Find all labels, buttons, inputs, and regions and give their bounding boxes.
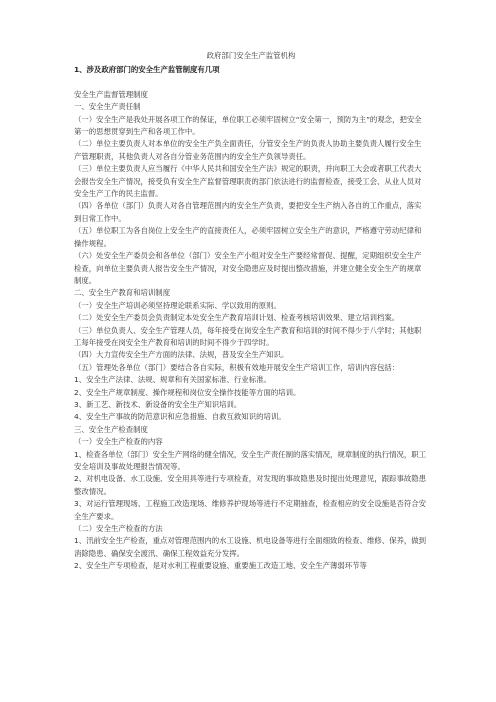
paragraph: （一）安全生产培训必须坚持理论联系实际、学以致用的原则。 [74,300,281,310]
paragraph: 2、安全生产规章制度、操作规程和岗位安全操作技能等方面的培训。 [74,387,301,397]
paragraph: 安全生产监督管理制度 [74,89,148,99]
document-body [74,89,428,573]
paragraph: 1、汛前安全生产检查，重点对管理范围内的水工设施、机电设备等进行全面细致的检查、维修、保养，做到消除隐患、确保安全渡汛、确保工程效益充分发挥。 [74,536,427,558]
paragraph: 4、安全生产事故的防范意识和应急措施、自救互救知识的培训。 [74,412,286,422]
paragraph: 二、安全生产教育和培训制度 [74,288,171,298]
paragraph: 三、安全生产检查制度 [74,424,148,434]
paragraph: （五）管理处各单位（部门）要结合各自实际，积极有效地开展安全生产培训工作，培训内容包括： [74,362,400,372]
paragraph: （四）大力宣传安全生产方面的法律、法规，普及安全生产知识。 [74,350,289,360]
paragraph: 3、对运行管理现场、工程施工改造现场、维修养护现场等进行不定期抽查，检查相应的安全设施是否符合安全生产要求。 [74,499,427,521]
paragraph: （一）安全生产检查的内容 [74,437,163,447]
paragraph: （四）各单位（部门）负责人对各自管理范围内的安全生产负责，要把安全生产纳入各自的工作重点，落实到日常工作中。 [74,201,422,223]
paragraph: （一）安全生产是我处开展各项工作的保证，单位职工必须牢固树立“安全第一，预防为主”的观念，把安全第一的思想贯穿到生产和各项工作中。 [74,114,422,137]
paragraph: （五）单位职工为各自岗位上安全生产的直接责任人，必须牢固树立安全生产的意识，严格遵守劳动纪律和操作规程。 [74,226,422,248]
paragraph: 2、对机电设备、水工设施、安全用具等进行专项检查，对发现的事故隐患及时提出处理意见，跟踪事故隐患整改情况。 [74,474,427,496]
paragraph: 2、安全生产专项检查，是对水利工程重要设施、重要施工改造工地、安全生产薄弱环节等 [74,561,367,571]
paragraph: （三）单位负责人、安全生产管理人员，每年接受在岗安全生产教育和培训的时间不得少于八学时；其他职工每年接受在岗安全生产教育和培训的时间不得少于四学时。 [74,325,422,347]
paragraph: （三）单位主要负责人应当履行《中华人民共和国安全生产法》规定的职责，并向职工大会或者职工代表大会报告安全生产情况，接受负有安全生产监督管理职责的部门依法进行的监督检查，接受工会、从业人员对安全生产工作的民主监督。 [74,164,422,199]
paragraph: （二）单位主要负责人对本单位的安全生产负全面责任，分管安全生产的负责人协助主要负责人履行安全生产管理职责，其他负责人对各自分管业务范围内的安全生产负领导责任。 [74,139,422,161]
document-subtitle: 1、涉及政府部门的安全生产监管制度有几项 [74,65,220,75]
paragraph: 1、检查各单位（部门）安全生产网络的健全情况，安全生产责任制的落实情况，规章制度的执行情况，职工安全培训及事故处理报告情况等。 [74,449,427,471]
document-title: 政府部门安全生产监管机构 [206,51,296,60]
paragraph: 3、新工艺、新技术、新设备的安全生产知识培训。 [74,399,242,409]
paragraph: （六）处安全生产委员会和各单位（部门）安全生产小组对安全生产要经常督促、提醒，定期组织安全生产检查，向单位主要负责人报告安全生产情况，对安全隐患应及时提出整改措施，并建立健全安全生产的规章制度。 [74,251,422,285]
paragraph: 1、安全生产法律、法规、规章和有关国家标准、行业标准。 [74,375,271,385]
paragraph: （二）安全生产检查的方法 [74,524,163,534]
paragraph: 一、安全生产责任制 [74,102,141,112]
paragraph: （二）处安全生产委员会负责制定本处安全生产教育培训计划、检查考核培训效果、建立培训档案。 [74,313,400,323]
